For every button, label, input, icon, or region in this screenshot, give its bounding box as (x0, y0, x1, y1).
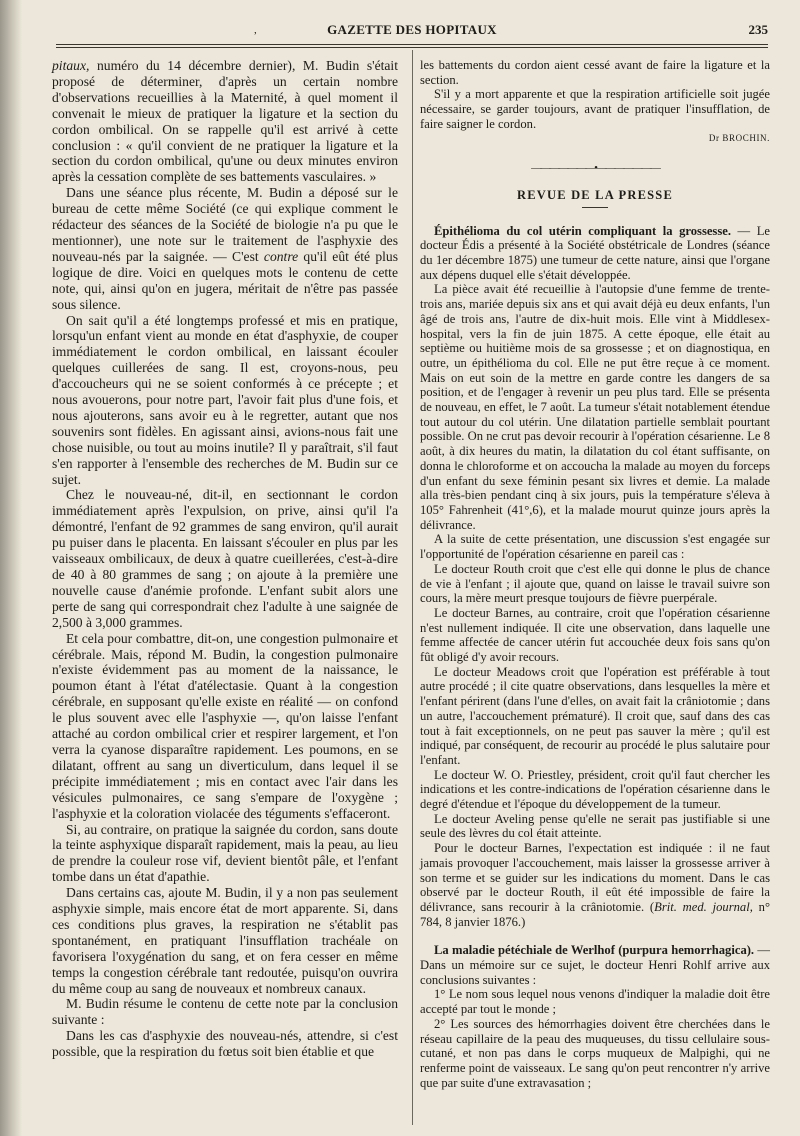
journal-title: GAZETTE DES HOPITAUX (327, 22, 497, 37)
header-double-rule (56, 44, 768, 48)
paragraph: Dans les cas d'asphyxie des nouveau-nés, attendre, si c'est possible, que la respiration du fœtus soit bien établie et que (52, 1028, 398, 1060)
paragraph: Le docteur Meadows croit que l'opération est préférable à tout autre procédé ; il cite quatre observations, dans lesquelles la mère et l'enfant périrent (dans l'une d'elles, on avait fait la crâniotomie ; dans un autre, l'accouchement prématuré). Il croit que, sauf dans des cas tout à fait exceptionnels, on ne peut pas sauver la mère ; qu'il est indiqué, par conséquent, de recourir au procédé le plus salutaire pour l'enfant. (420, 664, 770, 767)
paragraph-text: — Dans un mémoire sur ce sujet, le docteur Henri Rohlf arrive aux conclusions suivantes : (420, 943, 770, 987)
spacer (420, 929, 770, 943)
paragraph-text: qu'il eût été plus logique de dire. Voici en quelques mots le contenu de cette note, qui, ainsi qu'on en jugera, méritait de n'être pas passée sous silence. (52, 248, 398, 312)
paragraph-text: Dans une séance plus récente, M. Budin a déposé sur le bureau de cette même Société (ce qui explique comment le rédacteur des séances de la Société de biologie n'a pu que le mentionner), une note sur le traitement de l'asphyxie des nouveau-nés par la saignée. — C'est (52, 185, 398, 264)
paragraph: Le docteur W. O. Priestley, président, croit qu'il faut chercher les indications et les contre-indications de l'opération césarienne dans le degré d'étendue et l'époque du développement de la tumeur. (420, 767, 770, 812)
paragraph: On sait qu'il a été longtemps professé et mis en pratique, lorsqu'un enfant vient au monde en état d'asphyxie, de couper immédiatement le cordon ombilical, en laissant écouler quelques cuillerées de sang. Il est, croyons-nous, peu d'accoucheurs qui ne se soient conformés à ce précepte ; et nous avouerons, pour notre part, l'avoir fait plus d'une fois, et nous ajouterons, sans avoir eu à le regretter, autant que nos souvenirs sont fidèles. En agissant ainsi, avions-nous fait une chose nuisible, ou tout au moins inutile? Il y paraîtrait, s'il faut s'en rapporter à l'ensemble des recherches de M. Budin sur ce sujet. (52, 312, 398, 487)
page-header (56, 22, 768, 44)
header-mark: , (254, 24, 257, 36)
paragraph: Si, au contraire, on pratique la saignée du cordon, sans doute la teinte asphyxique disparaît rapidement, mais la peau, au lieu de prendre la couleur rose vif, devient bientôt pâle, et l'enfant tombe dans un état d'apathie. (52, 821, 398, 885)
paragraph: S'il y a mort apparente et que la respiration artificielle soit jugée nécessaire, se garder toujours, avant de pratiquer l'insufflation, de faire saigner le cordon. (420, 87, 770, 131)
left-column (52, 58, 398, 1060)
article-title: Épithélioma du col utérin compliquant la grossesse. (434, 223, 731, 238)
paragraph (52, 58, 398, 185)
paragraph: Le docteur Barnes, au contraire, croit que l'opération césarienne n'est nullement indiquée. Il cite une observation, dans laquelle une femme affectée de cancer utérin fut accouchée deux fois sans qu'on fût obligé d'y avoir recours. (420, 605, 770, 665)
paragraph (52, 185, 398, 312)
page-binding-shadow (0, 0, 22, 1136)
right-column (420, 58, 770, 1090)
paragraph-text: — Le docteur Édis a présenté à la Société obstétricale de Londres (séance du 1er décembre 1875) une tumeur de cette nature, ainsi que l'organe aux dépens duquel elle s'était développée. (420, 223, 770, 282)
italic-text: pitaux, (52, 58, 90, 73)
paragraph: Dans certains cas, ajoute M. Budin, il y a non pas seulement asphyxie simple, mais encore état de mort apparente. Si, dans ces conditions plus graves, la respiration ne s'établit pas spontanément, en pratiquant l'insufflation trachéale on favorisera l'oxygénation du sang, et on fera cesser en même temps la congestion cérébrale tant redoutée, puisqu'on ouvrira du même coup au sang de nouveaux et nombreux canaux. (52, 885, 398, 996)
paragraph (420, 841, 770, 929)
paragraph: A la suite de cette présentation, une discussion s'est engagée sur l'opportunité de l'opération césarienne en pareil cas : (420, 532, 770, 562)
paragraph: M. Budin résume le contenu de cette note par la conclusion suivante : (52, 996, 398, 1028)
paragraph-text: n° 784, 8 janvier 1876.) (420, 899, 770, 929)
paragraph-text: numéro du 14 décembre dernier), M. Budin s'était proposé de déterminer, d'après un certain nombre d'observations recueillies à la Maternité, à quel moment il convenait le mieux de pratiquer la ligature et la section du cordon ombilical. On se rappelle qu'il est arrivé à cette conclusion : « qu'il convient de ne pratiquer la ligature et la section du cordon ombilical, qu'une ou deux minutes environ après la cessation complète de ses battements vasculaires. » (52, 58, 398, 185)
paragraph: Chez le nouveau-né, dit-il, en sectionnant le cordon immédiatement après l'expulsion, on prive, ainsi qu'il l'a démontré, l'enfant de 92 grammes de sang environ, qu'il aurait pu puiser dans le placenta. En laissant s'écouler en plus par les vaisseaux ombilicaux, de deux à quatre cueillerées, c'est-à-dire de 40 à 80 grammes de sang ; on ajoute à la première une nouvelle cause d'anémie profonde. L'enfant subit alors une perte de sang qui correspondrait chez l'adulte à une saignée de 2,500 à 3,000 grammes. (52, 487, 398, 630)
column-separator (412, 50, 413, 1125)
paragraph: 2° Les sources des hémorrhagies doivent être cherchées dans le réseau capillaire de la peau des muqueuses, du tissu cellulaire sous-cutané, et non pas dans le corps muqueux de Malpighi, qui ne renferme point de vaisseaux. Le sang qu'on peut rencontrer n'y arrive que par suite d'une extravasation ; (420, 1016, 770, 1090)
paragraph-text: Pour le docteur Barnes, l'expectation est indiquée : il ne faut jamais provoquer l'accouchement, mais laisser la grossesse arriver à son terme et se guider sur les indications du moment. Dans le cas observé par le docteur Routh, il eût été impossible de faire la délivrance, sans recourir à la crâniotomie. ( (420, 841, 770, 914)
paragraph: Le docteur Aveling pense qu'elle ne serait pas justifiable si une seule des lèvres du col était atteinte. (420, 811, 770, 841)
paragraph: La pièce avait été recueillie à l'autopsie d'une femme de trente-trois ans, mariée depuis six ans et qui avait déjà eu deux enfants, l'un âgé de trois ans, l'autre de dix-huit mois. Elle vint à Middlesex-hospital, vers la fin de juin 1875. A cette époque, elle était au septième ou huitième mois de sa grossesse ; et on diagnostiqua, en outre, un épithélioma du col. Elle ne put être reçue à ce moment. Mais on eut soin de la mettre en garde contre les dangers de sa position, et de l'engager à revenir un peu plus tard. Elle se présenta de nouveau, en effet, le 7 août. La tumeur s'était notablement étendue tout autour du col utérin. Une dilatation partielle semblait pourtant possible. On ne crut pas devoir recourir à l'opération césarienne. Le 8 août, à dix heures du matin, la dilatation du col étant suffisante, on donna le chloroforme et on accoucha la malade au moyen du forceps d'un enfant du sexe féminin pesant six livres et demie. La malade alla très-bien pendant cinq à six jours, puis la température s'éleva à 105° Fahrenheit (41°,6), et la malade mourut quinze jours après la délivrance. (420, 282, 770, 532)
article-title: La maladie pétéchiale de Werlhof (purpura hemorrhagica). (434, 943, 755, 958)
paragraph: Le docteur Routh croit que c'est elle qui donne le plus de chance de vie à l'enfant ; il ajoute que, quand on laisse le travail suivre son cours, la mère meurt presque toujours de fièvre puerpérale. (420, 561, 770, 606)
paragraph: 1° Le nom sous lequel nous venons d'indiquer la maladie doit être accepté par tout le monde ; (420, 987, 770, 1017)
section-rule (582, 207, 608, 208)
section-title: REVUE DE LA PRESSE (516, 187, 673, 202)
author-signature: Dr BROCHIN. (708, 132, 770, 143)
ornamental-divider: ———————•——————— (531, 162, 659, 175)
page-number: 235 (748, 22, 768, 37)
article-paragraph (420, 224, 770, 283)
paragraph: Et cela pour combattre, dit-on, une congestion pulmonaire et cérébrale. Mais, répond M. Budin, la congestion pulmonaire n'existe évidemment pas au moment de la naissance, le poumon étant à l'état d'atélectasie. Quant à la congestion cérébrale, en supposant qu'elle existe en réalité — on confond le plus souvent avec elle l'asphyxie —, qu'on laisse l'enfant attaché au cordon ombilical crier et respirer largement, et l'on verra la cyanose disparaître rapidement. Les poumons, en se dilatant, offrent au sang un diverticulum, dans lequel il se précipite immédiatement ; mis en contact avec l'air dans les vésicules pulmonaires, ce sang s'empare de l'oxygène ; l'asphyxie et la coloration violacée des téguments s'effaceront. (52, 630, 398, 821)
article-paragraph (420, 943, 770, 987)
italic-text: contre (263, 248, 299, 264)
paragraph: les battements du cordon aient cessé avant de faire la ligature et la section. (420, 58, 770, 87)
citation: Brit. med. journal, (654, 899, 753, 914)
